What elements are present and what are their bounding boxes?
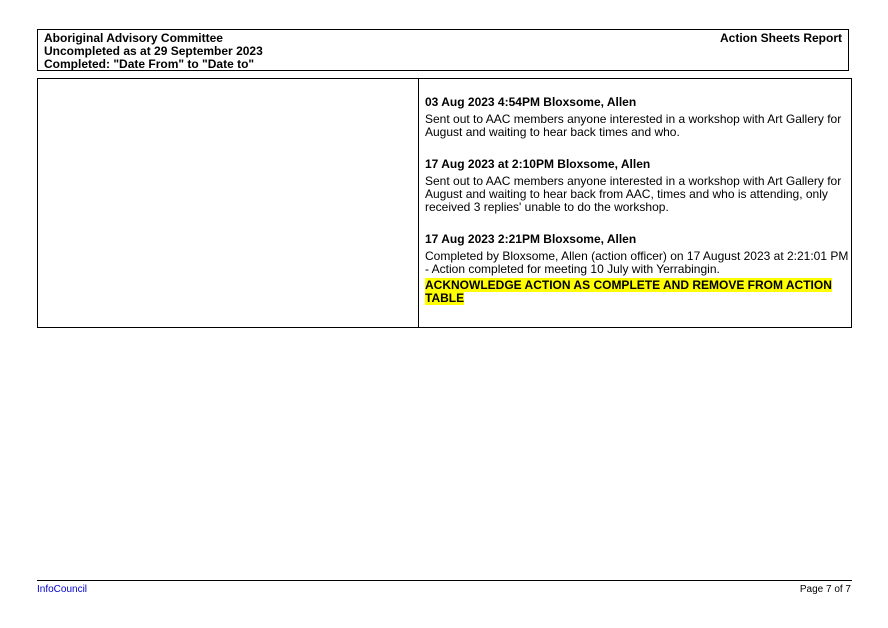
note-entry xyxy=(425,158,849,214)
footer-divider xyxy=(37,580,852,581)
report-title: Action Sheets Report xyxy=(719,31,842,45)
completed-range: Completed: "Date From" to "Date to" xyxy=(44,57,255,71)
note-entry xyxy=(425,96,849,139)
note-heading: 03 Aug 2023 4:54PM Bloxsome, Allen xyxy=(425,95,637,109)
uncompleted-date: Uncompleted as at 29 September 2023 xyxy=(44,44,263,58)
infocouncil-link[interactable]: InfoCouncil xyxy=(37,584,88,595)
page-number: Page 7 of 7 xyxy=(799,584,851,595)
highlight-text: ACKNOWLEDGE ACTION AS COMPLETE AND REMOVE FROM ACTION TABLE xyxy=(425,278,832,305)
highlighted-instruction xyxy=(425,279,849,305)
action-table xyxy=(37,78,852,328)
note-entry xyxy=(425,233,849,305)
note-body: Completed by Bloxsome, Allen (action officer) on 17 August 2023 at 2:21:01 PM - Action completed for meeting 10 July with Yerrabingin. xyxy=(425,249,849,276)
note-body: Sent out to AAC members anyone interested in a workshop with Art Gallery for August and waiting to hear back times and who. xyxy=(425,112,842,139)
header-left-block xyxy=(44,32,263,71)
report-header xyxy=(37,29,849,71)
note-body: Sent out to AAC members anyone interested in a workshop with Art Gallery for August and waiting to hear back from AAC, times and who is attending, only received 3 replies' unable to do the workshop. xyxy=(425,174,842,214)
action-notes xyxy=(425,96,849,324)
committee-name: Aboriginal Advisory Committee xyxy=(44,31,223,45)
note-heading: 17 Aug 2023 2:21PM Bloxsome, Allen xyxy=(425,232,637,246)
note-heading: 17 Aug 2023 at 2:10PM Bloxsome, Allen xyxy=(425,157,651,171)
column-divider xyxy=(418,79,419,327)
